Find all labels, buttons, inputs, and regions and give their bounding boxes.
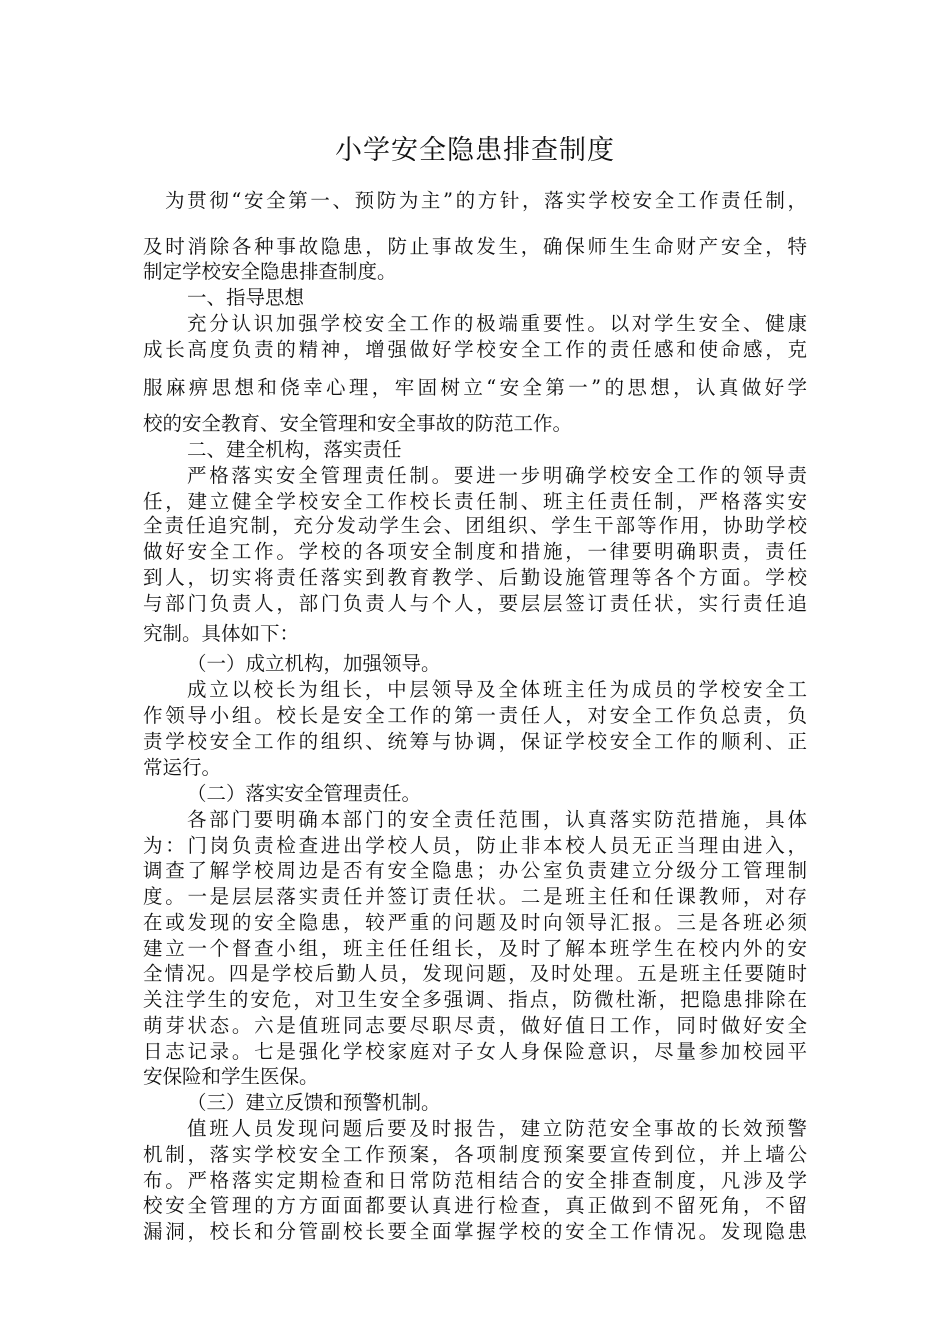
text-line: 服麻痹思想和侥幸心理，牢固树立“安全第一”的思想，认真做好学 — [143, 376, 807, 399]
text-line: （二）落实安全管理责任。 — [187, 782, 422, 805]
text-line: 做好安全工作。学校的各项安全制度和措施，一律要明确职责，责任 — [143, 540, 807, 563]
text-line: 究制。具体如下： — [143, 622, 300, 645]
text-line: 机制，落实学校安全工作预案，各项制度预案要宣传到位，并上墙公 — [143, 1143, 807, 1166]
text-line: 充分认识加强学校安全工作的极端重要性。以对学生安全、健康 — [187, 312, 807, 335]
text-line: 萌芽状态。六是值班同志要尽职尽责，做好值日工作，同时做好安全 — [143, 1014, 807, 1037]
text-line: 严格落实安全管理责任制。要进一步明确学校安全工作的领导责 — [187, 464, 807, 487]
text-line: 校安全管理的方方面面都要认真进行检查，真正做到不留死角，不留 — [143, 1194, 807, 1217]
text-line: 在或发现的安全隐患，较严重的问题及时向领导汇报。三是各班必须 — [143, 911, 807, 934]
text-line: 为贯彻“安全第一、预防为主”的方针，落实学校安全工作责任制， — [165, 189, 807, 212]
text-line: 度。一是层层落实责任并签订责任状。二是班主任和任课教师，对存 — [143, 885, 807, 908]
text-line: 成长高度负责的精神，增强做好学校安全工作的责任感和使命感，克 — [143, 338, 807, 361]
text-line: 常运行。 — [143, 756, 222, 779]
text-line: 各部门要明确本部门的安全责任范围，认真落实防范措施，具体 — [187, 808, 807, 831]
text-line: 日志记录。七是强化学校家庭对子女人身保险意识，尽量参加校园平 — [143, 1040, 807, 1063]
text-line: 安保险和学生医保。 — [143, 1065, 319, 1088]
text-line: 及时消除各种事故隐患，防止事故发生，确保师生生命财产安全，特 — [143, 235, 807, 258]
text-line: 为：门岗负责检查进出学校人员，防止非本校人员无正当理由进入， — [143, 834, 807, 857]
text-line: 全情况。四是学校后勤人员，发现问题，及时处理。五是班主任要随时 — [143, 962, 807, 985]
text-line: 关注学生的安危，对卫生安全多强调、指点，防微杜渐，把隐患排除在 — [143, 988, 807, 1011]
text-line: 与部门负责人，部门负责人与个人，要层层签订责任状，实行责任追 — [143, 592, 807, 615]
text-line: 布。严格落实定期检查和日常防范相结合的安全排查制度，凡涉及学 — [143, 1169, 807, 1192]
text-line: （三）建立反馈和预警机制。 — [187, 1091, 441, 1114]
text-line: 调查了解学校周边是否有安全隐患；办公室负责建立分级分工管理制 — [143, 859, 807, 882]
text-line: （一）成立机构，加强领导。 — [187, 652, 441, 675]
text-line: 漏洞，校长和分管副校长要全面掌握学校的安全工作情况。发现隐患 — [143, 1220, 807, 1243]
text-line: 责学校安全工作的组织、统筹与协调，保证学校安全工作的顺利、正 — [143, 730, 807, 753]
text-line: 到人，切实将责任落实到教育教学、后勤设施管理等各个方面。学校 — [143, 566, 807, 589]
text-line: 一、指导思想 — [187, 286, 305, 309]
text-line: 全责任追究制，充分发动学生会、团组织、学生干部等作用，协助学校 — [143, 514, 807, 537]
text-line: 建立一个督查小组，班主任任组长，及时了解本班学生在校内外的安 — [143, 937, 807, 960]
text-line: 成立以校长为组长，中层领导及全体班主任为成员的学校安全工 — [187, 678, 807, 701]
text-line: 作领导小组。校长是安全工作的第一责任人，对安全工作负总责，负 — [143, 704, 807, 727]
page-title: 小学安全隐患排查制度 — [335, 135, 615, 166]
text-line: 值班人员发现问题后要及时报告，建立防范安全事故的长效预警 — [187, 1117, 807, 1140]
text-line: 二、建全机构，落实责任 — [187, 438, 402, 461]
text-line: 制定学校安全隐患排查制度。 — [143, 260, 397, 283]
text-line: 任，建立健全学校安全工作校长责任制、班主任责任制，严格落实安 — [143, 490, 807, 513]
text-line: 校的安全教育、安全管理和安全事故的防范工作。 — [143, 412, 573, 435]
